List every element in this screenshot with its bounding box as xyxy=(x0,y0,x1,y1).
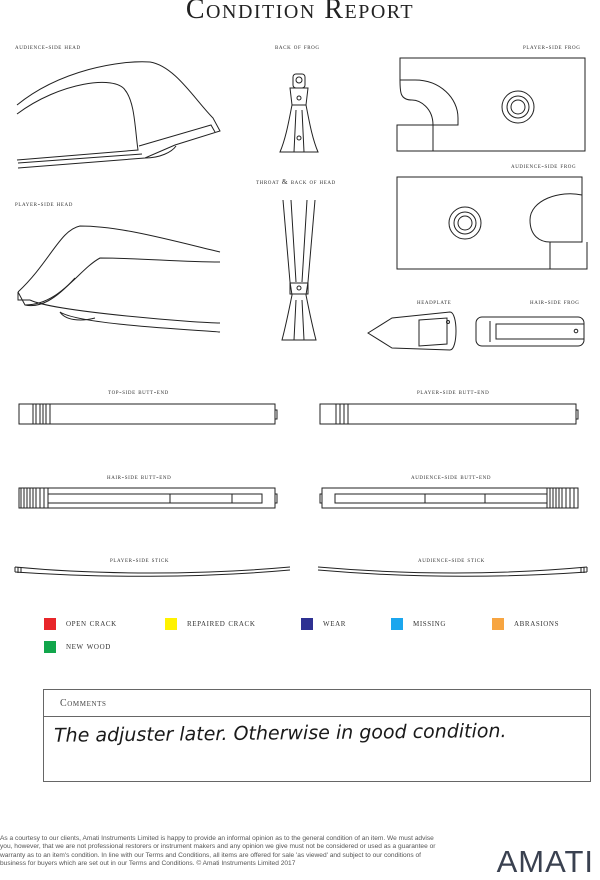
back-of-frog-drawing[interactable] xyxy=(280,74,318,152)
label-player-side-frog: player-side frog xyxy=(523,42,581,51)
comments-heading: Comments xyxy=(44,690,590,717)
throat-back-of-head-drawing[interactable] xyxy=(282,200,316,340)
legend-repaired-crack xyxy=(165,618,255,630)
audience-side-frog-drawing[interactable] xyxy=(397,177,587,269)
legend-missing xyxy=(391,618,446,630)
label-player-side-butt-end: player-side butt-end xyxy=(417,387,490,396)
label-audience-side-butt-end: audience-side butt-end xyxy=(411,472,492,481)
legend-label: abrasions xyxy=(514,619,560,629)
disclaimer-text: As a courtesy to our clients, Amati Instruments Limited is happy to provide an informal opinion as to the general condition of an item. We must advise you, however, that we are not professional restorers or instrument makers and any opinion we give must not be considered or used as a guarantee or warranty as to an item's condition. In line with our Terms and Conditions, all items are offered for sale 'as viewed' and subject to our conditions of business for buyers which are set out in our Terms and Conditions. © Amati Instruments Limited 2017 xyxy=(0,835,436,868)
label-headplate: headplate xyxy=(417,297,452,306)
audience-side-stick-drawing[interactable] xyxy=(318,567,587,576)
headplate-drawing[interactable] xyxy=(368,312,456,350)
label-hair-side-butt-end: hair-side butt-end xyxy=(107,472,172,481)
legend-abrasions xyxy=(492,618,559,630)
label-top-side-butt-end: top-side butt-end xyxy=(108,387,169,396)
player-side-butt-end-drawing[interactable] xyxy=(320,404,578,424)
label-hair-side-frog: hair-side frog xyxy=(530,297,580,306)
label-player-side-head: player-side head xyxy=(15,199,73,208)
legend-swatch xyxy=(301,618,313,630)
legend-new-wood xyxy=(44,641,111,653)
legend-swatch xyxy=(44,641,56,653)
legend-swatch xyxy=(165,618,177,630)
audience-side-butt-end-drawing[interactable] xyxy=(320,488,578,508)
legend-label: missing xyxy=(413,619,446,629)
comments-text[interactable]: The adjuster later. Otherwise in good condition. xyxy=(53,720,507,747)
legend-wear xyxy=(301,618,346,630)
legend-label: new wood xyxy=(66,642,111,652)
legend-label: repaired crack xyxy=(187,619,256,629)
player-side-stick-drawing[interactable] xyxy=(15,567,290,576)
legend-open-crack xyxy=(44,618,117,630)
top-side-butt-end-drawing[interactable] xyxy=(19,404,277,424)
player-side-head-drawing[interactable] xyxy=(18,226,220,332)
label-audience-side-head: audience-side head xyxy=(15,42,81,51)
legend-swatch xyxy=(44,618,56,630)
comments-box[interactable] xyxy=(43,689,591,782)
hair-side-butt-end-drawing[interactable] xyxy=(19,488,277,508)
legend-label: wear xyxy=(323,619,347,629)
legend-swatch xyxy=(492,618,504,630)
label-audience-side-frog: audience-side frog xyxy=(511,161,577,170)
audience-side-head-drawing[interactable] xyxy=(17,62,220,168)
page-title: Condition Report xyxy=(185,0,415,25)
label-player-side-stick: player-side stick xyxy=(110,555,170,564)
hair-side-frog-drawing[interactable] xyxy=(476,317,584,346)
player-side-frog-drawing[interactable] xyxy=(397,58,585,151)
label-audience-side-stick: audience-side stick xyxy=(418,555,485,564)
legend-label: open crack xyxy=(66,619,117,629)
label-back-of-frog: back of frog xyxy=(275,42,320,51)
label-throat-back-of-head: throat & back of head xyxy=(256,177,336,186)
amati-logo: AMATI xyxy=(496,844,594,879)
legend-swatch xyxy=(391,618,403,630)
